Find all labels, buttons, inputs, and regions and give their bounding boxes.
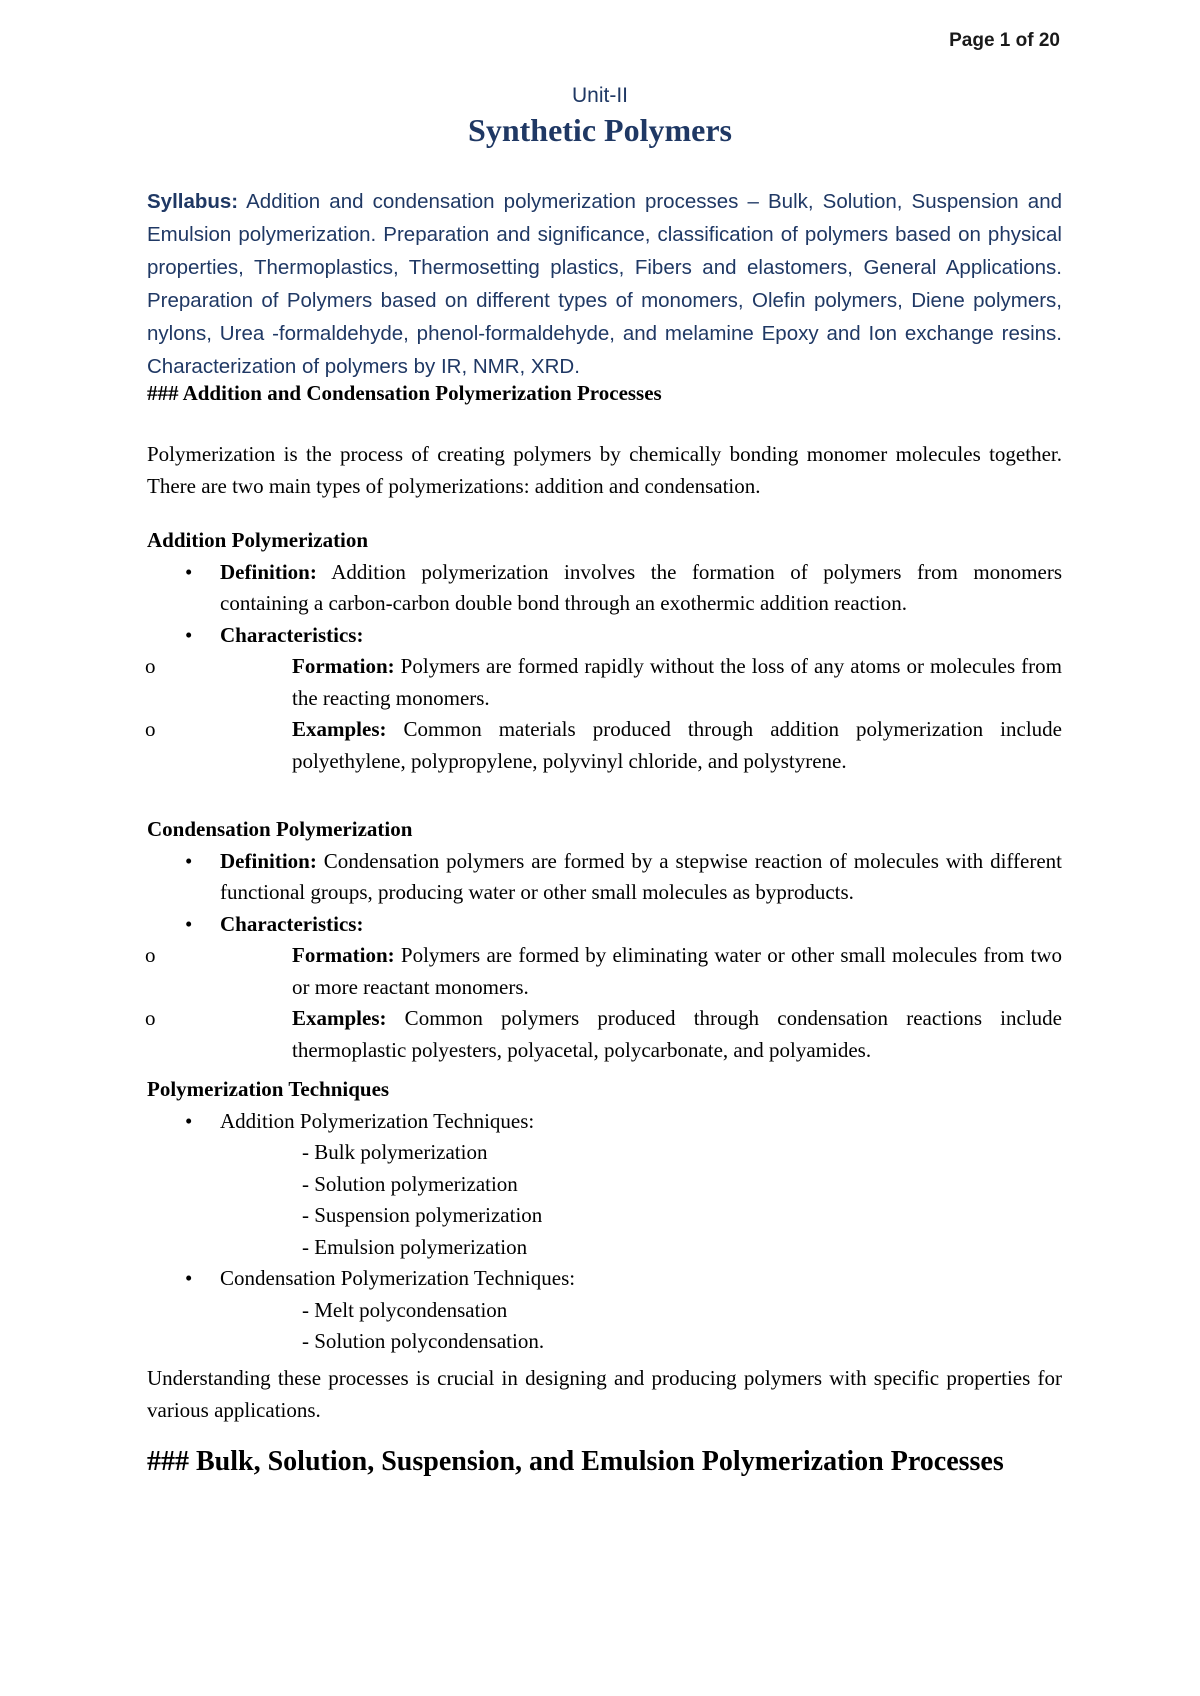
addition-examples-text: Common materials produced through addition polymerization include polyethylene, polypropylene, polyvinyl chloride, and polystyrene. <box>292 717 1062 773</box>
condensation-heading: Condensation Polymerization <box>147 817 413 841</box>
condensation-characteristics-item <box>147 909 1062 1067</box>
technique-item: - Melt polycondensation <box>302 1297 508 1322</box>
addition-definition-text: Addition polymerization involves the formation of polymers from monomers containing a carbon-carbon double bond through an exothermic addition reaction. <box>220 559 1062 615</box>
condensation-formation-item <box>220 940 1062 1003</box>
addition-definition-item <box>147 557 1062 620</box>
condensation-techniques-label: Condensation Polymerization Techniques: <box>220 1266 576 1290</box>
technique-item: - Suspension polymerization <box>302 1203 543 1227</box>
condensation-definition-label: Definition: <box>220 848 317 873</box>
conclusion-paragraph: Understanding these processes is crucial in designing and producing polymers with specific properties for various applications. <box>147 1366 1062 1422</box>
syllabus-label: Syllabus: <box>147 190 239 213</box>
technique-item: - Solution polymerization <box>302 1171 518 1196</box>
condensation-characteristics-label: Characteristics: <box>220 911 364 936</box>
addition-heading: Addition Polymerization <box>147 528 369 552</box>
condensation-examples-label: Examples: <box>292 1006 387 1030</box>
syllabus-text: Addition and condensation polymerization processes – Bulk, Solution, Suspension and Emulsion polymerization. Preparation and significance, classification of polymers based on physical properties, Thermoplastics, Thermosetting plastics, Fibers and elastomers, General Applications. Preparation of Polymers based on different types of monomers, Olefin polymers, Diene polymers, nylons, Urea -formaldehyde, phenol-formaldehyde, and melamine Epoxy and Ion exchange resins. Characterization of polymers by IR, NMR, XRD. <box>147 190 1062 378</box>
condensation-block <box>147 814 1062 1066</box>
technique-item: - Solution polycondensation. <box>302 1329 545 1353</box>
addition-techniques-item <box>147 1106 1062 1264</box>
techniques-heading: Polymerization Techniques <box>147 1077 390 1101</box>
technique-item: - Emulsion polymerization <box>302 1234 528 1259</box>
addition-formation-item <box>220 651 1062 714</box>
addition-block <box>147 525 1062 777</box>
section-intro-paragraph: Polymerization is the process of creating polymers by chemically bonding monomer molecules together. There are two main types of polymerizations: addition and condensation. <box>147 442 1062 498</box>
condensation-formation-label: Formation: <box>292 943 395 967</box>
unit-label: Unit-II <box>571 84 628 107</box>
condensation-techniques-item <box>147 1263 1062 1358</box>
syllabus-paragraph <box>147 185 1062 383</box>
page-title: Synthetic Polymers <box>468 112 732 148</box>
addition-examples-label: Examples: <box>292 717 387 741</box>
technique-item: - Bulk polymerization <box>302 1140 488 1164</box>
section-heading-bulk-solution: ### Bulk, Solution, Suspension, and Emulsion Polymerization Processes <box>147 1446 1004 1477</box>
addition-characteristics-label: Characteristics: <box>220 622 364 647</box>
condensation-examples-item <box>220 1003 1062 1066</box>
page-number: Page 1 of 20 <box>949 30 1060 51</box>
addition-characteristics-item <box>147 620 1062 778</box>
condensation-definition-item <box>147 846 1062 909</box>
condensation-definition-text: Condensation polymers are formed by a stepwise reaction of molecules with different functional groups, producing water or other small molecules as byproducts. <box>220 848 1062 904</box>
techniques-block <box>147 1074 1062 1358</box>
addition-formation-text: Polymers are formed rapidly without the loss of any atoms or molecules from the reacting monomers. <box>292 654 1062 710</box>
condensation-formation-text: Polymers are formed by eliminating water or other small molecules from two or more reactant monomers. <box>292 943 1062 999</box>
addition-techniques-label: Addition Polymerization Techniques: <box>220 1108 535 1133</box>
addition-examples-item <box>220 714 1062 777</box>
addition-definition-label: Definition: <box>220 559 317 584</box>
section-heading-addition-condensation: ### Addition and Condensation Polymerization Processes <box>147 381 662 405</box>
condensation-examples-text: Common polymers produced through condensation reactions include thermoplastic polyesters, polyacetal, polycarbonate, and polyamides. <box>292 1006 1062 1062</box>
addition-formation-label: Formation: <box>292 654 395 678</box>
